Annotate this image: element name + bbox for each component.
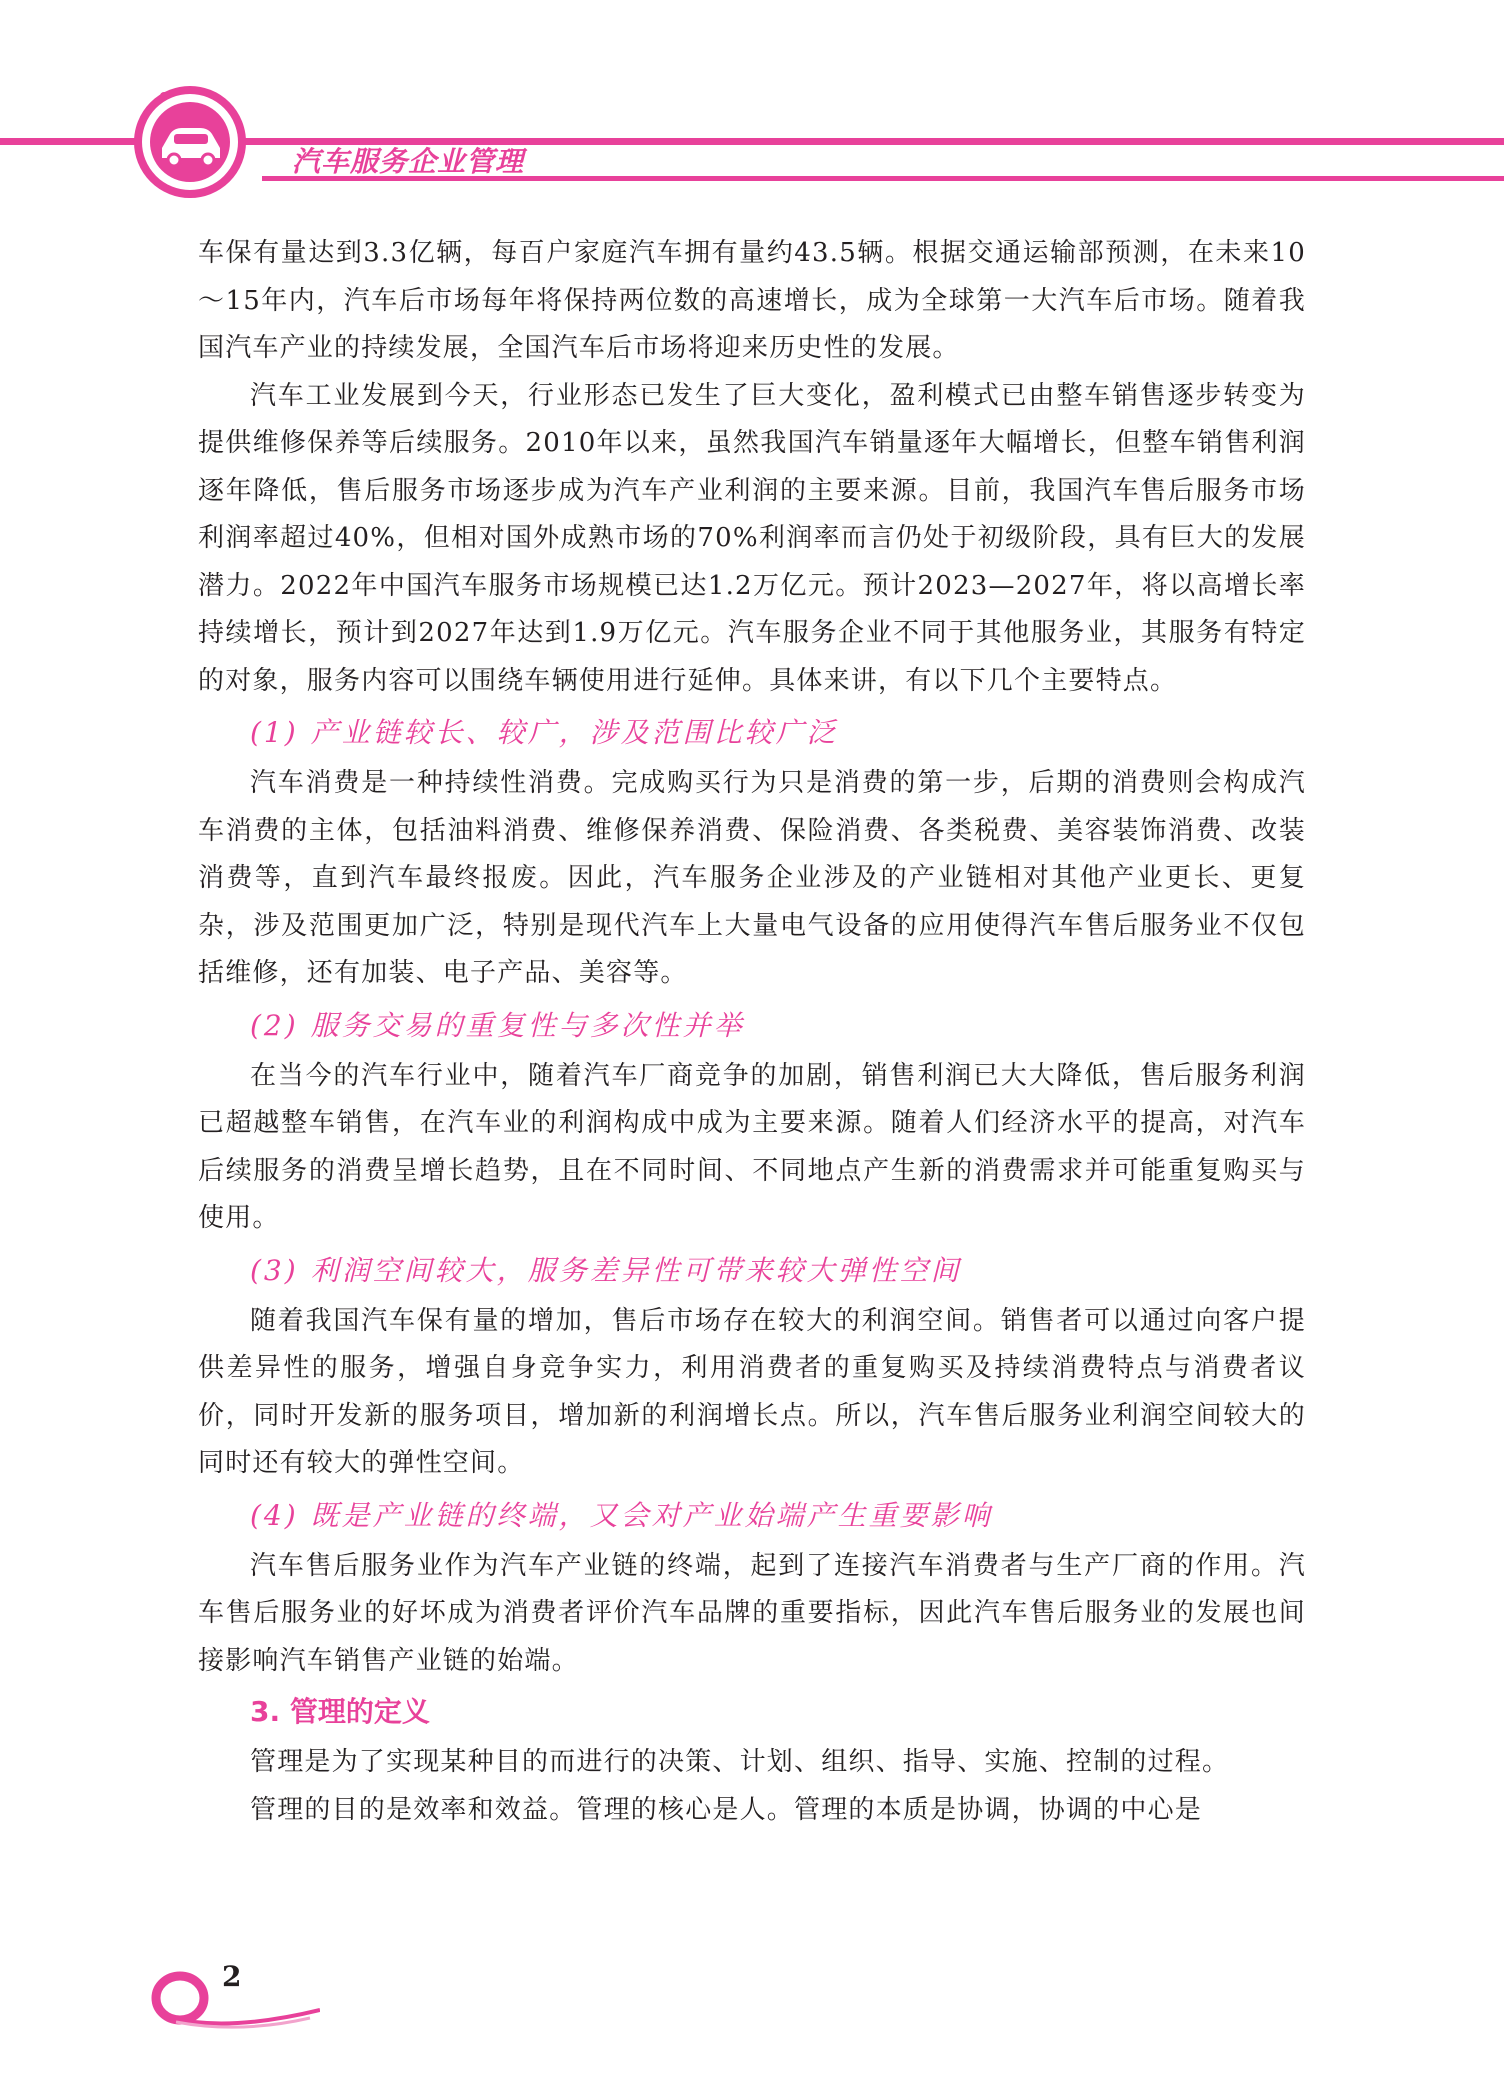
paragraph-8: 管理的目的是效率和效益。管理的核心是人。管理的本质是协调，协调的中心是 bbox=[250, 1794, 1203, 1825]
paragraph-6: 汽车售后服务业作为汽车产业链的终端，起到了连接汽车消费者与生产厂商的作用。汽车售后服务业的好坏成为消费者评价汽车品牌的重要指标，因此汽车售后服务业的发展也间接影响汽车销售产业链的始端。 bbox=[198, 1550, 1306, 1676]
page-number: 2 bbox=[222, 1960, 242, 1993]
page-header bbox=[0, 0, 1504, 220]
paragraph-3: 汽车消费是一种持续性消费。完成购买行为只是消费的第一步，后期的消费则会构成汽车消费的主体，包括油料消费、维修保养消费、保险消费、各类税费、美容装饰消费、改装消费等，直到汽车最终报废。因此，汽车服务企业涉及的产业链相对其他产业更长、更复杂，涉及范围更加广泛，特别是现代汽车上大量电气设备的应用使得汽车售后服务业不仅包括维修，还有加装、电子产品、美容等。 bbox=[198, 768, 1306, 988]
paragraph-5: 随着我国汽车保有量的增加，售后市场存在较大的利润空间。销售者可以通过向客户提供差异性的服务，增强自身竞争实力，利用消费者的重复购买及持续消费特点与消费者议价，同时开发新的服务项目，增加新的利润增长点。所以，汽车售后服务业利润空间较大的同时还有较大的弹性空间。 bbox=[198, 1305, 1306, 1478]
paragraph-1: 车保有量达到3.3亿辆，每百户家庭汽车拥有量约43.5辆。根据交通运输部预测，在未来10～15年内，汽车后市场每年将保持两位数的高速增长，成为全球第一大汽车后市场。随着我国汽车产业的持续发展，全国汽车后市场将迎来历史性的发展。 bbox=[198, 238, 1306, 363]
paragraph-2: 汽车工业发展到今天，行业形态已发生了巨大变化，盈利模式已由整车销售逐步转变为提供维修保养等后续服务。2010年以来，虽然我国汽车销量逐年大幅增长，但整车销售利润逐年降低，售后服务市场逐步成为汽车产业利润的主要来源。目前，我国汽车售后服务市场利润率超过40%，但相对国外成熟市场的70%利润率而言仍处于初级阶段，具有巨大的发展潜力。2022年中国汽车服务市场规模已达1.2万亿元。预计2023—2027年，将以高增长率持续增长，预计到2027年达到1.9万亿元。汽车服务企业不同于其他服务业，其服务有特定的对象，服务内容可以围绕车辆使用进行延伸。具体来讲，有以下几个主要特点。 bbox=[198, 380, 1306, 696]
page-content bbox=[198, 230, 1306, 1834]
subheading-4: (4) 既是产业链的终端，又会对产业始端产生重要影响 bbox=[250, 1498, 993, 1532]
subheading-1: (1) 产业链较长、较广，涉及范围比较广泛 bbox=[250, 716, 838, 749]
subheading-3: (3) 利润空间较大，服务差异性可带来较大弹性空间 bbox=[250, 1253, 962, 1287]
subheading-2: (2) 服务交易的重复性与多次性并举 bbox=[250, 1008, 745, 1042]
paragraph-7: 管理是为了实现某种目的而进行的决策、计划、组织、指导、实施、控制的过程。 bbox=[250, 1747, 1230, 1777]
car-wrench-icon bbox=[130, 82, 250, 202]
paragraph-4: 在当今的汽车行业中，随着汽车厂商竞争的加剧，销售利润已大大降低，售后服务利润已超越整车销售，在汽车业的利润构成中成为主要来源。随着人们经济水平的提高，对汽车后续服务的消费呈增长趋势，且在不同时间、不同地点产生新的消费需求并可能重复购买与使用。 bbox=[198, 1060, 1306, 1233]
section-heading-3: 3. 管理的定义 bbox=[250, 1695, 430, 1728]
header-title: 汽车服务企业管理 bbox=[292, 145, 525, 178]
